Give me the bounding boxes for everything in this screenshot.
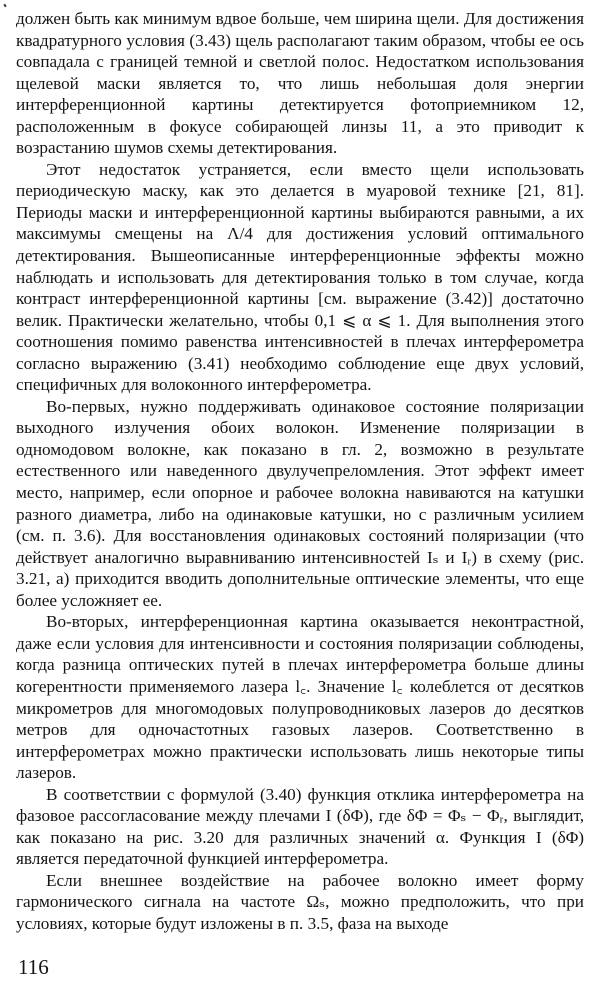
- page-number: 116: [18, 955, 49, 979]
- paragraph-1: должен быть как минимум вдвое больше, чем ширина щели. Для достижения квадратурного условия (3.43) щель располагают таким образом, чтобы ее ось совпадала с границей темной и светлой полос. Недостатком использования щелевой маски является то, что лишь небольшая доля энергии интерференционной картины детектируется фотоприемником 12, расположенным в фокусе собирающей линзы 11, а это приводит к возрастанию шумов схемы детектирования.: [16, 9, 585, 158]
- paragraph-3: Во-первых, нужно поддерживать одинаковое состояние поляризации выходного излучения обоих волокон. Изменение поляризации в одномодовом волокне, как показано в гл. 2, возможно в результате естественного или наведенного двулучепреломления. Этот эффект имеет место, например, если опорное и рабочее волокна навиваются на катушки разного диаметра, либо на одинаковые катушки, но с различным усилием (см. п. 3.6). Для восстановления одинаковых состояний поляризации (что действует аналогично выравниванию интенсивностей Iₛ и Iᵣ) в схему (рис. 3.21, а) приходится вводить дополнительные оптические элементы, что еще более усложняет ее.: [16, 396, 584, 610]
- scan-speck: [3, 4, 6, 8]
- paragraph-5: В соответствии с формулой (3.40) функция отклика интерферометра на фазовое рассогласование между плечами I (δΦ), где δΦ = Φₛ − Φᵣ, выглядит, как показано на рис. 3.20 для различных значений α. Функция I (δΦ) является передаточной функцией интерферометра.: [16, 784, 584, 869]
- paragraph-2: Этот недостаток устраняется, если вместо щели использовать периодическую маску, как это делается в муаровой технике [21, 81]. Периоды маски и интерференционной картины выбираются равными, а их максимумы смещены на Λ/4 для достижения условий оптимального детектирования. Вышеописанные интерференционные эффекты можно наблюдать и использовать для детектирования только в том случае, когда контраст интерференционной картины [см. выражение (3.42)] достаточно велик. Практически желательно, чтобы 0,1 ⩽ α ⩽ 1. Для выполнения этого соотношения помимо равенства интенсивностей в плечах интерферометра согласно выражению (3.41) необходимо соблюдение еще двух условий, специфичных для волоконного интерферометра.: [16, 159, 584, 395]
- paragraph-6: Если внешнее воздействие на рабочее волокно имеет форму гармонического сигнала на частоте Ωₛ, можно предположить, что при условиях, которые будут изложены в п. 3.5, фаза на выходе: [16, 870, 584, 933]
- page-body: [16, 8, 584, 935]
- paragraph-4: Во-вторых, интерференционная картина оказывается неконтрастной, даже если условия для интенсивности и состояния поляризации соблюдены, когда разница оптических путей в плечах интерферометра больше длины когерентности применяемого лазера l꜀. Значение l꜀ колеблется от десятков микрометров для многомодовых полупроводниковых лазеров до десятков метров для одночастотных газовых лазеров. Соответственно в интерферометрах можно практически использовать лишь некоторые типы лазеров.: [16, 612, 584, 783]
